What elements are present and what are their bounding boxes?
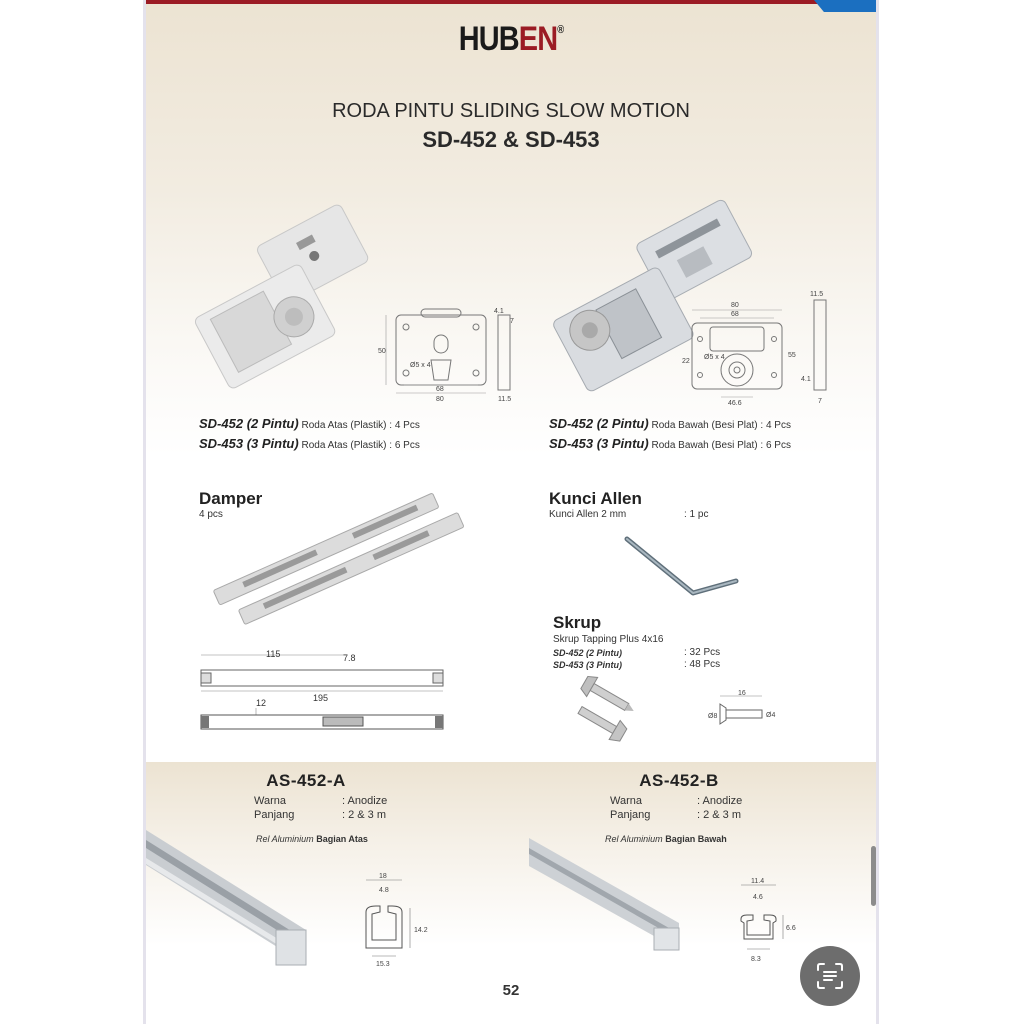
rail-a-warna-value: : Anodize [342, 795, 388, 807]
damper-technical-drawing [201, 645, 446, 740]
svg-text:14.2: 14.2 [414, 927, 428, 934]
rail-b-product-image [529, 838, 689, 963]
svg-text:8.3: 8.3 [751, 956, 761, 963]
spec-desc: Roda Bawah (Besi Plat) : 6 Pcs [651, 440, 791, 451]
svg-text:68: 68 [731, 311, 739, 318]
rail-b-panjang-label: Panjang [610, 809, 651, 821]
screw-image [576, 680, 646, 740]
rel-bold: Bagian Bawah [665, 834, 727, 844]
svg-text:18: 18 [379, 873, 387, 880]
svg-text:46.6: 46.6 [728, 400, 742, 407]
svg-text:22: 22 [682, 358, 690, 365]
page-number: 52 [502, 982, 520, 999]
model-label: SD-453 (3 Pintu) [199, 436, 299, 451]
svg-text:Ø8: Ø8 [708, 713, 718, 720]
skrup-title: Skrup [553, 613, 602, 632]
svg-text:Ø4: Ø4 [766, 712, 776, 719]
spec-desc: Roda Bawah (Besi Plat) : 4 Pcs [651, 420, 791, 431]
page-title: RODA PINTU SLIDING SLOW MOTION [332, 100, 690, 122]
svg-text:Ø5 x 4: Ø5 x 4 [410, 362, 431, 369]
svg-text:7: 7 [818, 398, 822, 405]
rail-a-panjang-label: Panjang [254, 809, 295, 821]
rail-a-title: AS-452-A [266, 771, 346, 790]
damper-product-image [211, 500, 451, 630]
svg-text:115: 115 [266, 649, 281, 659]
svg-text:4.6: 4.6 [753, 894, 763, 901]
scan-text-icon [815, 961, 845, 991]
registered-mark: ® [557, 24, 564, 36]
svg-text:15.3: 15.3 [376, 961, 390, 968]
svg-text:80: 80 [731, 302, 739, 309]
screw-technical-drawing [706, 690, 786, 730]
svg-text:68: 68 [436, 386, 444, 393]
brand-logo [201, 20, 822, 59]
logo-text: HUB [458, 20, 519, 58]
catalog-page [146, 0, 876, 1024]
rail-b-title: AS-452-B [639, 771, 719, 790]
skrup-model-sd453: SD-453 (3 Pintu) [553, 660, 623, 670]
scan-text-button[interactable] [800, 946, 860, 1006]
rail-b-warna-label: Warna [610, 795, 642, 807]
page-subtitle: SD-452 & SD-453 [422, 127, 600, 152]
damper-qty: 4 pcs [199, 509, 223, 520]
svg-text:55: 55 [788, 352, 796, 359]
vertical-scrollbar[interactable] [871, 846, 876, 906]
svg-text:12: 12 [256, 698, 267, 708]
svg-text:4.1: 4.1 [494, 308, 504, 315]
roda-atas-spec-sd453 [199, 436, 420, 451]
svg-text:11.5: 11.5 [810, 291, 824, 298]
allen-key-image [621, 535, 741, 605]
svg-text:11.4: 11.4 [751, 878, 765, 885]
rail-a-profile-drawing [346, 870, 456, 975]
red-header-stripe [146, 0, 836, 4]
svg-text:80: 80 [436, 396, 444, 403]
svg-text:50: 50 [378, 348, 386, 355]
rail-a-warna-label: Warna [254, 795, 286, 807]
roda-atas-product-image [196, 210, 346, 380]
skrup-item: Skrup Tapping Plus 4x16 [553, 634, 664, 645]
svg-text:16: 16 [738, 690, 746, 697]
rail-b-warna-value: : Anodize [697, 795, 743, 807]
kunci-allen-qty: : 1 pc [684, 509, 709, 520]
kunci-allen-title: Kunci Allen [549, 489, 642, 508]
roda-bawah-spec-sd452 [549, 416, 791, 431]
model-label: SD-452 (2 Pintu) [549, 416, 649, 431]
blue-corner-tab [814, 0, 876, 12]
svg-text:195: 195 [313, 693, 329, 703]
spec-desc: Roda Atas (Plastik) : 6 Pcs [301, 440, 420, 451]
logo-accent-text: EN [518, 20, 558, 58]
svg-text:7: 7 [510, 318, 514, 325]
svg-text:7.8: 7.8 [343, 653, 356, 663]
spec-desc: Roda Atas (Plastik) : 4 Pcs [301, 420, 420, 431]
rail-b-panjang-value: : 2 & 3 m [697, 809, 742, 821]
svg-text:4.1: 4.1 [801, 376, 811, 383]
model-label: SD-452 (2 Pintu) [199, 416, 299, 431]
svg-text:6.6: 6.6 [786, 925, 796, 932]
roda-bawah-spec-sd453 [549, 436, 791, 451]
roda-atas-technical-drawing [376, 305, 521, 405]
rel-bold: Bagian Atas [316, 834, 368, 844]
skrup-model-sd452: SD-452 (2 Pintu) [553, 648, 623, 658]
svg-text:4.8: 4.8 [379, 887, 389, 894]
roda-bawah-technical-drawing [676, 285, 836, 405]
damper-title: Damper [199, 489, 263, 508]
svg-text:11.5: 11.5 [498, 396, 512, 403]
rel-italic: Rel Aluminium [605, 834, 663, 844]
svg-text:Ø5 x 4: Ø5 x 4 [704, 354, 725, 361]
roda-atas-spec-sd452 [199, 416, 420, 431]
model-label: SD-453 (3 Pintu) [549, 436, 649, 451]
skrup-qty-sd452: : 32 Pcs [684, 647, 721, 658]
rel-italic: Rel Aluminium [256, 834, 314, 844]
rail-a-panjang-value: : 2 & 3 m [342, 809, 387, 821]
skrup-qty-sd453: : 48 Pcs [684, 659, 721, 670]
kunci-allen-item: Kunci Allen 2 mm [549, 509, 627, 520]
rail-a-product-image [146, 830, 316, 980]
